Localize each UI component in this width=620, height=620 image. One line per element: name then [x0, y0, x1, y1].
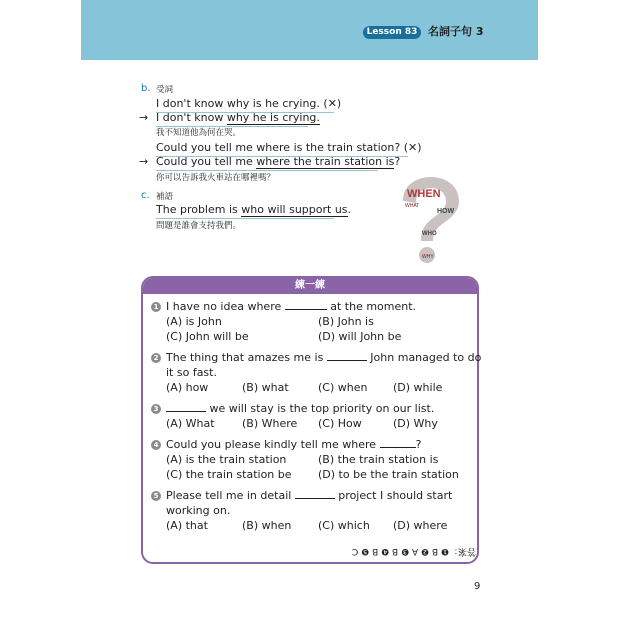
option: (C) John will be [166, 330, 249, 343]
option: (A) What [166, 417, 215, 430]
complement-sentence [156, 203, 351, 217]
question-2-stem-line2: it so fast. [166, 366, 217, 379]
question-3-stem [166, 402, 434, 416]
correct2-clause: where the train station is [256, 155, 395, 168]
art-word-when: WHEN [407, 188, 441, 200]
option: (C) which [318, 519, 370, 532]
question-mark-word-art [393, 175, 465, 265]
lesson-title: 名詞子句 3 [428, 25, 484, 38]
section-b-label: b. [141, 83, 151, 94]
option: (B) what [242, 381, 289, 394]
stem-after: at the moment. [326, 300, 417, 313]
answer-blank [285, 309, 327, 310]
question-1-stem [166, 300, 416, 314]
arrow-2: → [139, 155, 149, 168]
correct-prefix: I don't know [156, 111, 227, 124]
correct2-prefix: Could you tell me [156, 155, 257, 168]
practice-title: 練一練 [143, 278, 477, 294]
section-b-heading: 受詞 [156, 85, 174, 95]
option: (A) how [166, 381, 209, 394]
answer-blank [327, 360, 367, 361]
question-number: 2 [151, 353, 161, 363]
question-number: 3 [151, 404, 161, 414]
answer-blank [166, 411, 206, 412]
stem-after: John managed to do [366, 351, 482, 364]
option: (B) the train station is [318, 453, 439, 466]
art-word-what: WHAT [405, 203, 420, 209]
option: (B) when [242, 519, 292, 532]
option: (C) when [318, 381, 368, 394]
question-2-stem [166, 351, 481, 365]
art-word-why: WHY [422, 254, 434, 260]
option: (C) the train station be [166, 468, 292, 481]
stem-before: I have no idea where [166, 300, 285, 313]
answer-key: 答案：❶ B ❷ A ❸ B ❹ B ❺ C [351, 546, 476, 556]
option: (A) that [166, 519, 208, 532]
option: (D) while [393, 381, 443, 394]
answer-blank [295, 498, 335, 499]
wrong-sentence-2: Could you tell me where is the train station? (✕) [156, 141, 422, 154]
question-number: 1 [151, 302, 161, 312]
option: (D) Why [393, 417, 438, 430]
question-4-stem [166, 438, 421, 452]
option: (D) to be the train station [318, 468, 459, 481]
art-word-how: HOW [437, 208, 455, 215]
option: (A) is the train station [166, 453, 287, 466]
answer-blank [380, 447, 416, 448]
page-number: 9 [474, 581, 481, 592]
stem-before: Could you please kindly tell me where [166, 438, 380, 451]
correct2-suffix: ? [394, 155, 401, 168]
stem-before: The thing that amazes me is [166, 351, 327, 364]
option: (C) How [318, 417, 362, 430]
question-number: 4 [151, 440, 161, 450]
translation-2: 你可以告訴我火車站在哪裡嗎？ [156, 173, 276, 183]
section-c-heading: 補語 [156, 192, 174, 202]
complement-prefix: The problem is [156, 203, 242, 216]
option: (B) John is [318, 315, 374, 328]
option: (A) is John [166, 315, 222, 328]
question-number: 5 [151, 491, 161, 501]
translation-3: 問題是誰會支持我們。 [156, 221, 242, 231]
section-c-label: c. [141, 190, 150, 201]
art-word-who: WHO [422, 231, 437, 237]
question-5-stem [166, 489, 452, 503]
stem-after: ? [415, 438, 422, 451]
complement-suffix: . [347, 203, 352, 216]
correct-sentence-1 [156, 111, 320, 125]
lesson-label: Lesson 83 [363, 26, 421, 39]
stem-after: project I should start [334, 489, 453, 502]
option: (D) where [393, 519, 448, 532]
correct-sentence-2 [156, 155, 400, 169]
translation-1: 我不知道他為何在哭。 [156, 128, 242, 138]
stem-before: Please tell me in detail [166, 489, 295, 502]
stem-after: we will stay is the top priority on our list. [206, 402, 435, 415]
option: (D) will John be [318, 330, 402, 343]
wrong-sentence-1: I don't know why is he crying. (✕) [156, 97, 342, 110]
option: (B) Where [242, 417, 298, 430]
arrow-1: → [139, 111, 149, 124]
complement-clause: who will support us [241, 203, 348, 216]
question-5-stem-line2: working on. [166, 504, 231, 517]
correct-clause: why he is crying. [226, 111, 320, 124]
